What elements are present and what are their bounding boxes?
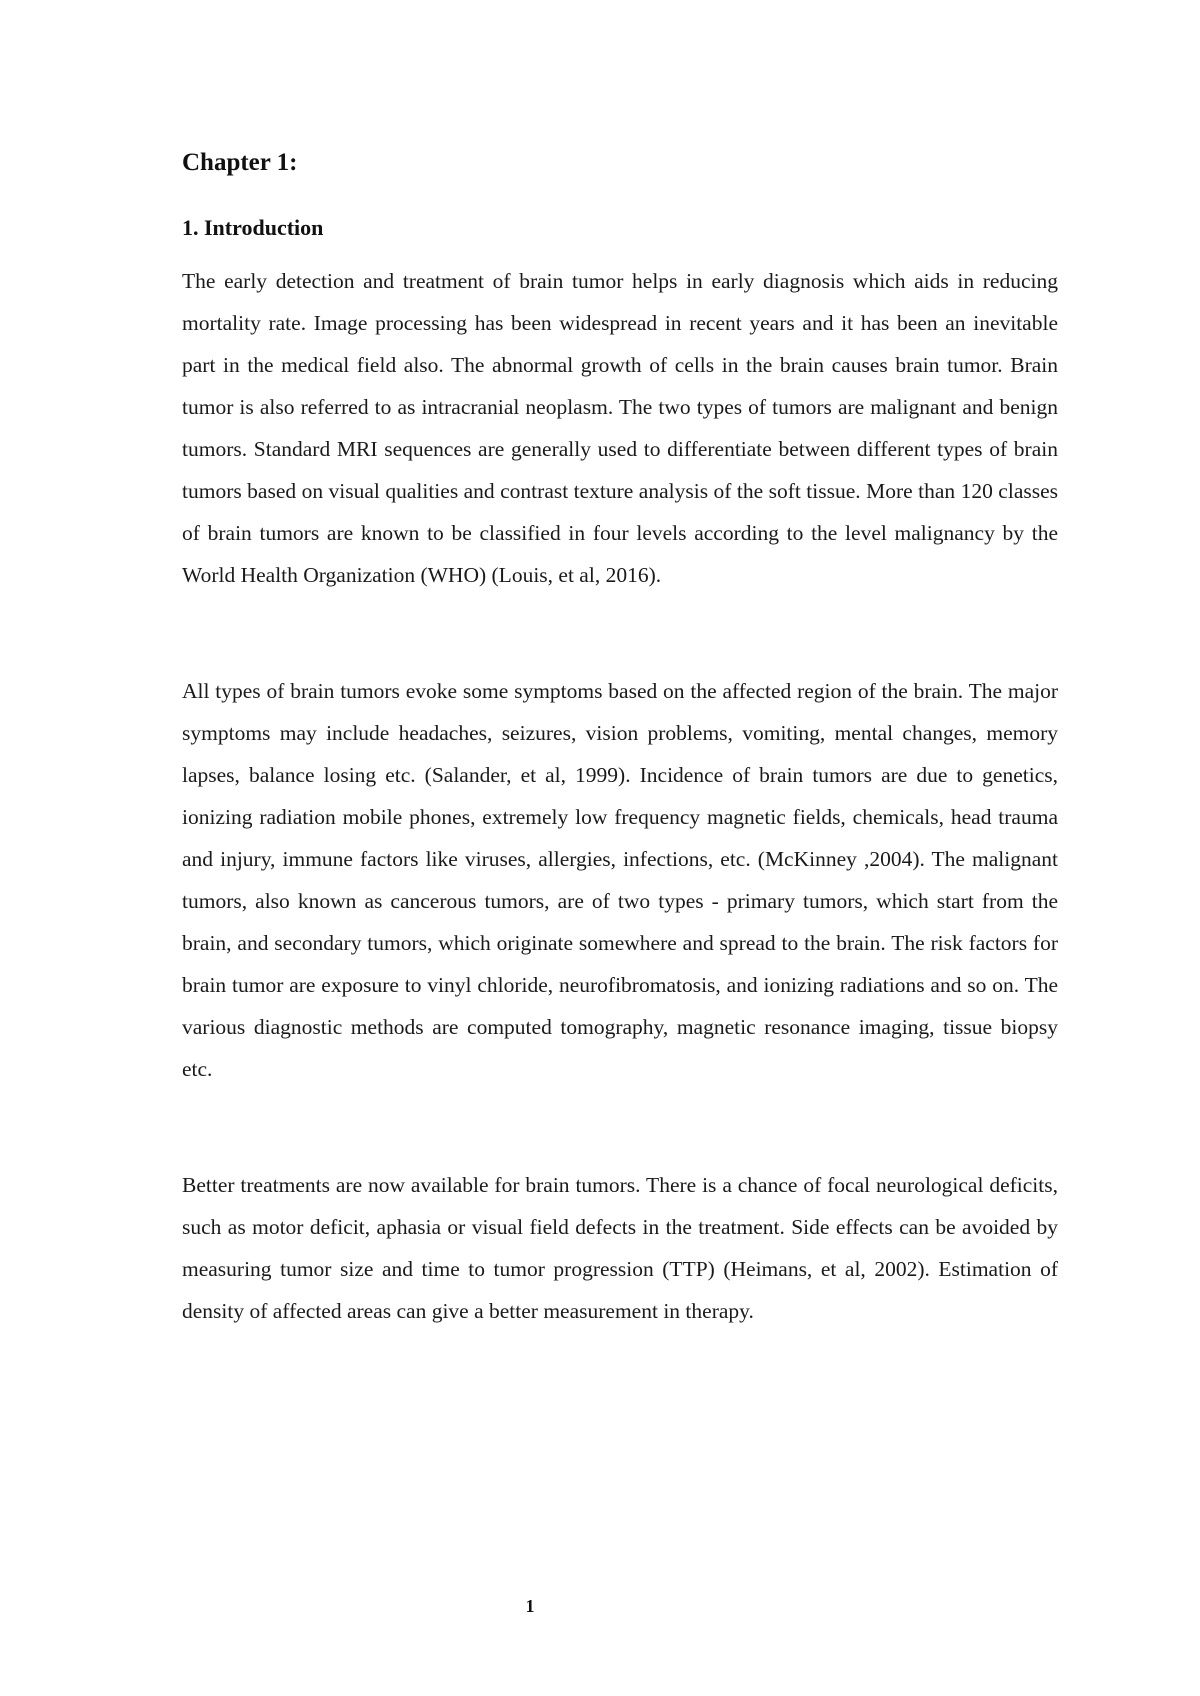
chapter-title: Chapter 1: [182,149,298,176]
section-heading: 1. Introduction [182,215,324,240]
page-number: 1 [525,1596,535,1616]
page-content [182,146,1058,1332]
paragraph-3: Better treatments are now available for brain tumors. There is a chance of focal neurological deficits, such as motor deficit, aphasia or visual field defects in the treatment. Side effects can be avoided by measuring tumor size and time to tumor progression (TTP) (Heimans, et al, 2002). Estimation of density of affected areas can give a better measurement in therapy. [182,1173,1058,1323]
paragraph-1: The early detection and treatment of brain tumor helps in early diagnosis which aids in reducing mortality rate. Image processing has been widespread in recent years and it has been an inevitable part in the medical field also. The abnormal growth of cells in the brain causes brain tumor. Brain tumor is also referred to as intracranial neoplasm. The two types of tumors are malignant and benign tumors. Standard MRI sequences are generally used to differentiate between different types of brain tumors based on visual qualities and contrast texture analysis of the soft tissue. More than 120 classes of brain tumors are known to be classified in four levels according to the level malignancy by the World Health Organization (WHO) (Louis, et al, 2016). [182,269,1058,587]
paragraph-2: All types of brain tumors evoke some symptoms based on the affected region of the brain. The major symptoms may include headaches, seizures, vision problems, vomiting, mental changes, memory lapses, balance losing etc. (Salander, et al, 1999). Incidence of brain tumors are due to genetics, ionizing radiation mobile phones, extremely low frequency magnetic fields, chemicals, head trauma and injury, immune factors like viruses, allergies, infections, etc. (McKinney ,2004). The malignant tumors, also known as cancerous tumors, are of two types - primary tumors, which start from the brain, and secondary tumors, which originate somewhere and spread to the brain. The risk factors for brain tumor are exposure to vinyl chloride, neurofibromatosis, and ionizing radiations and so on. The various diagnostic methods are computed tomography, magnetic resonance imaging, tissue biopsy etc. [182,679,1058,1081]
